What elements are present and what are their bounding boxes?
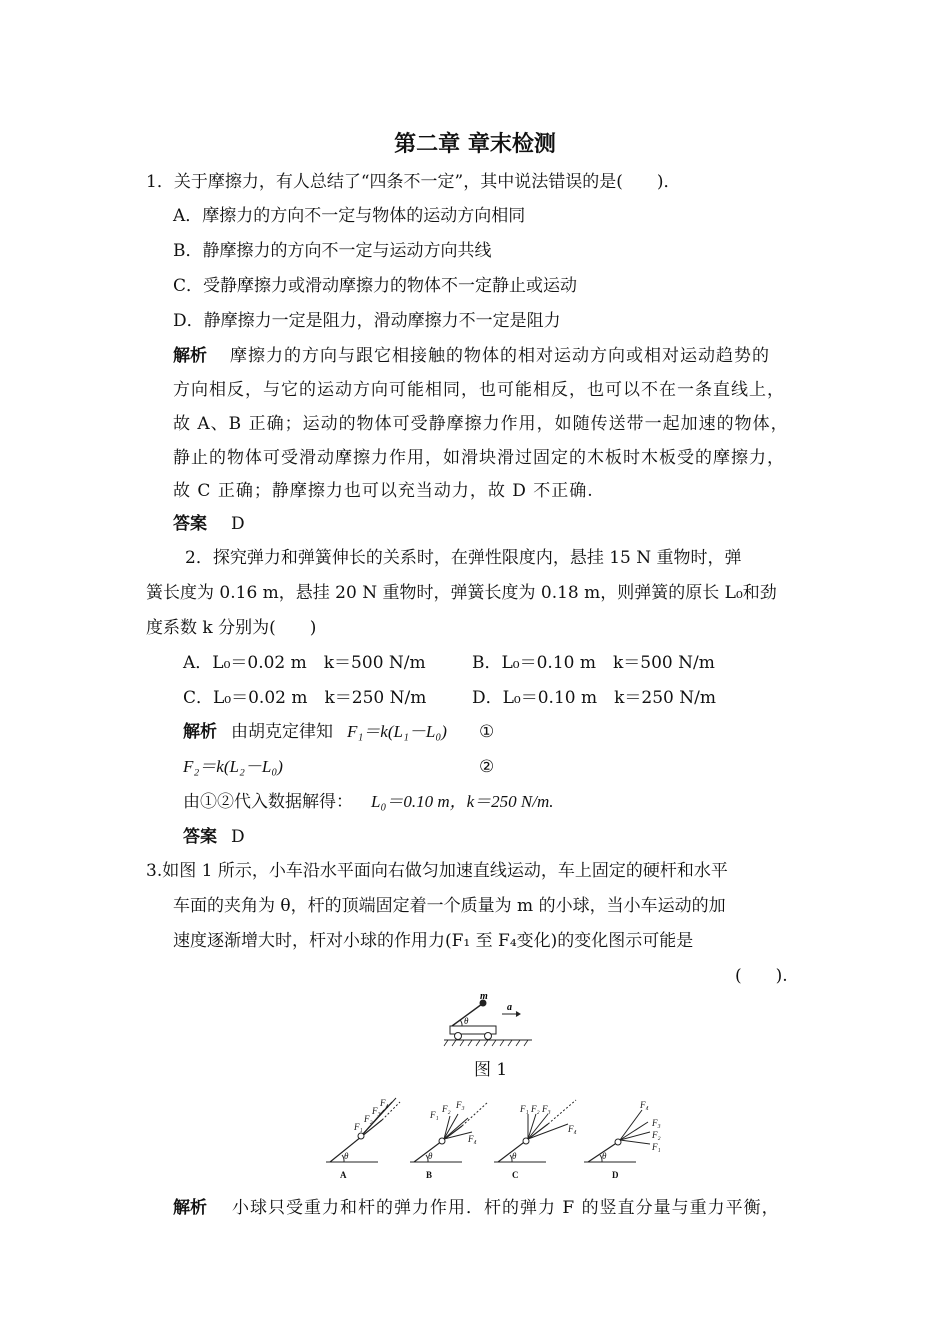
- figure-1-cart: [440, 992, 540, 1048]
- q2-equation-2: F₂＝k(L₂－L₀): [183, 757, 283, 776]
- q3-stem-line: 速度逐渐增大时，杆对小球的作用力(F₁ 至 F₄变化)的变化图示可能是: [173, 931, 694, 951]
- q1-option-d: D．静摩擦力一定是阻力，滑动摩擦力不一定是阻力: [173, 311, 561, 331]
- q2-analysis-intro: 由胡克定律知: [231, 722, 333, 742]
- q1-answer-label: 答案: [173, 514, 207, 534]
- choice-a-force-label: F₂: [364, 1114, 373, 1124]
- choice-b-diagram: [410, 1100, 488, 1180]
- q2-equation-1-tag: ①: [479, 722, 495, 742]
- q3-analysis-line: 小球只受重力和杆的弹力作用．杆的弹力 F 的竖直分量与重力平衡，: [232, 1198, 780, 1218]
- choice-a-theta: θ: [344, 1151, 349, 1161]
- choice-d-force-label: F₁: [652, 1142, 661, 1152]
- figure-choices: [322, 1092, 672, 1184]
- q3-answer-bracket: ( ).: [735, 966, 788, 986]
- choice-b-force-label: F₃: [456, 1100, 465, 1110]
- q2-equation-1: F₁＝k(L₁－L₀): [347, 722, 447, 741]
- page-title: 第二章 章末检测: [394, 132, 556, 157]
- q1-option-b: B．静摩擦力的方向不一定与运动方向共线: [173, 241, 492, 261]
- q2-option-d: D．L₀＝0.10 m k＝250 N/m: [472, 688, 716, 708]
- choice-b-letter: B: [426, 1170, 433, 1180]
- choice-c-force-label: F₁: [520, 1104, 529, 1114]
- choice-d-force-label: F₂: [652, 1130, 661, 1140]
- choice-a-letter: A: [340, 1170, 347, 1180]
- q1-analysis-line: 故 A、B 正确；运动的物体可受静摩擦力作用，如随传送带一起加速的物体，: [173, 414, 789, 434]
- q2-option-a: A．L₀＝0.02 m k＝500 N/m: [183, 653, 426, 673]
- choice-d-force-label: F₄: [640, 1100, 649, 1110]
- q2-answer-label: 答案: [183, 827, 217, 847]
- choice-d-force-label: F₃: [652, 1118, 661, 1128]
- q2-stem-line: 度系数 k 分别为( ): [146, 618, 317, 638]
- q1-option-c: C．受静摩擦力或滑动摩擦力的物体不一定静止或运动: [173, 276, 578, 296]
- choice-b-force-label: F₄: [468, 1134, 477, 1144]
- choice-d-letter: D: [612, 1170, 619, 1180]
- q1-analysis-line: 摩擦力的方向与跟它相接触的物体的相对运动方向或相对运动趋势的: [230, 346, 770, 366]
- q1-option-a: A．摩擦力的方向不一定与物体的运动方向相同: [173, 206, 526, 226]
- q2-solve-prefix: 由①②代入数据解得：: [183, 792, 353, 812]
- choice-c-diagram: [494, 1100, 577, 1180]
- figure-1-accel-label: a: [507, 1002, 512, 1013]
- figure-1-angle-label: θ: [464, 1016, 469, 1026]
- q1-stem: 1．关于摩擦力，有人总结了“四条不一定”，其中说法错误的是( )．: [146, 172, 681, 192]
- choice-c-letter: C: [512, 1170, 519, 1180]
- choice-b-theta: θ: [428, 1151, 433, 1161]
- q2-analysis-label: 解析: [183, 722, 217, 742]
- q2-solve-result: L₀＝0.10 m，k＝250 N/m.: [371, 792, 554, 811]
- q1-analysis-label: 解析: [173, 346, 207, 366]
- choice-a-force-label: F₃: [372, 1106, 381, 1116]
- choice-d-diagram: [584, 1100, 661, 1180]
- figure-1-caption: 图 1: [474, 1060, 508, 1080]
- choice-c-force-label: F₃: [542, 1104, 551, 1114]
- q2-answer: D: [231, 827, 245, 847]
- q3-stem-line: 3.如图 1 所示，小车沿水平面向右做匀加速直线运动，车上固定的硬杆和水平: [146, 861, 728, 881]
- q2-option-b: B．L₀＝0.10 m k＝500 N/m: [472, 653, 715, 673]
- q2-option-c: C．L₀＝0.02 m k＝250 N/m: [183, 688, 427, 708]
- choice-b-force-label: F₂: [442, 1104, 451, 1114]
- choice-a-diagram: [326, 1098, 400, 1180]
- q2-stem-line: 簧长度为 0.16 m，悬挂 20 N 重物时，弹簧长度为 0.18 m，则弹簧的原长 L₀和劲: [146, 583, 777, 603]
- choice-c-force-label: F₄: [568, 1124, 577, 1134]
- q1-answer: D: [231, 514, 245, 534]
- choice-c-force-label: F₂: [531, 1104, 540, 1114]
- q1-analysis-line: 静止的物体可受滑动摩擦力作用，如滑块滑过固定的木板时木板受的摩擦力，: [173, 448, 785, 468]
- choice-a-force-label: F₁: [354, 1122, 363, 1132]
- q2-stem-line: 2．探究弹力和弹簧伸长的关系时，在弹性限度内，悬挂 15 N 重物时，弹: [185, 548, 742, 568]
- choice-c-theta: θ: [512, 1151, 517, 1161]
- choice-b-force-label: F₁: [430, 1110, 439, 1120]
- choice-d-theta: θ: [602, 1151, 607, 1161]
- figure-1-mass-label: m: [480, 992, 488, 1002]
- q1-analysis-line: 故 C 正确；静摩擦力也可以充当动力，故 D 不正确.: [173, 481, 594, 501]
- q3-stem-line: 车面的夹角为 θ，杆的顶端固定着一个质量为 m 的小球，当小车运动的加: [173, 896, 726, 916]
- q3-analysis-label: 解析: [173, 1198, 207, 1218]
- q1-analysis-line: 方向相反，与它的运动方向可能相同，也可能相反，也可以不在一条直线上，: [173, 380, 785, 400]
- choice-a-force-label: F₄: [380, 1098, 389, 1108]
- q2-equation-2-tag: ②: [479, 757, 495, 777]
